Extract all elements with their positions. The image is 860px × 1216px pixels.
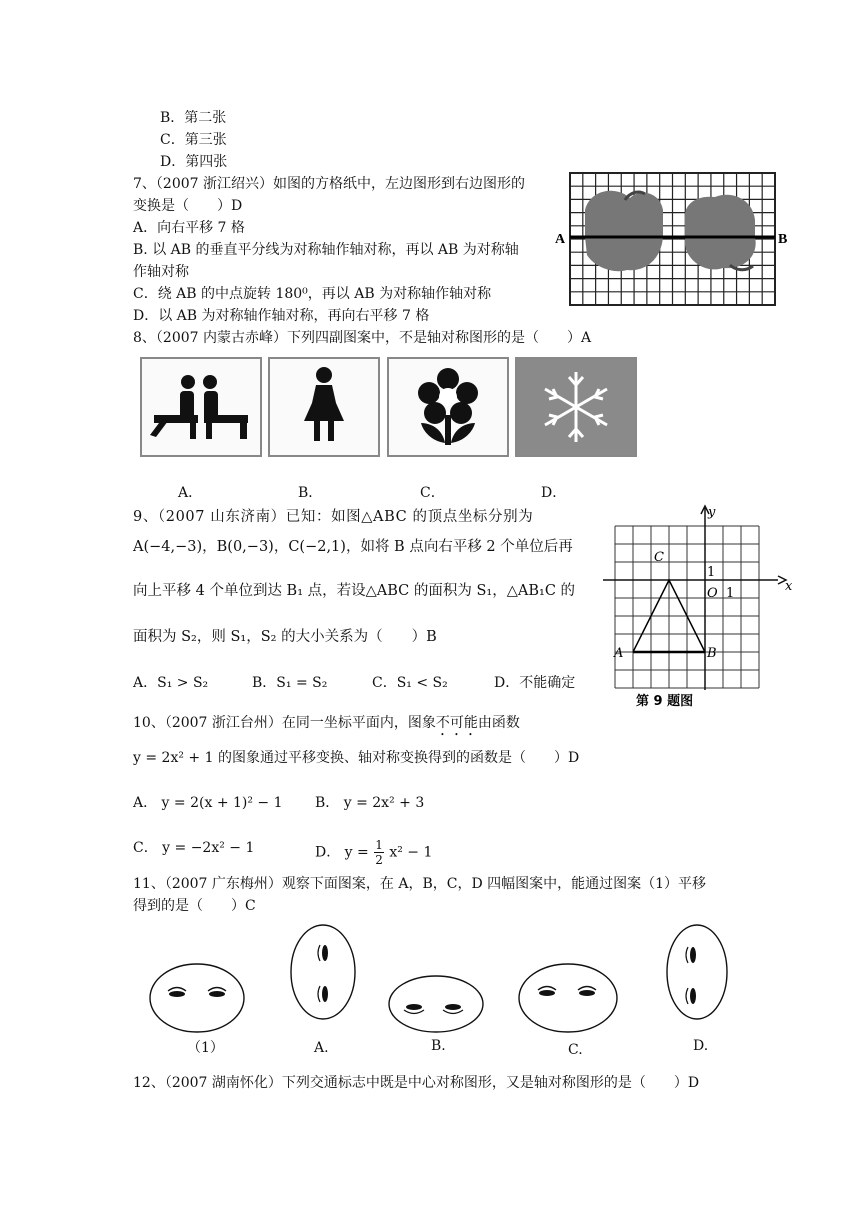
q10-option-c: C． y = −2x² − 1 [133,840,255,856]
q9-label-o: O [707,586,718,601]
q9-line4: 面积为 S₂，则 S₁，S₂ 的大小关系为（ ）B [133,629,437,645]
q10-option-b: B． y = 2x² + 3 [315,795,425,811]
q9-label-one-y: 1 [707,565,716,580]
q11-figure-1 [150,964,244,1032]
q7-option-a: A．向右平移 7 格 [133,220,245,236]
q11-label-1: （1） [187,1040,224,1056]
q8-label-d: D． [541,485,567,501]
q10-option-d-suffix: x² − 1 [389,844,433,861]
q11-figures [140,925,740,1035]
q10-line1-prefix: 10、（2007 浙江台州）在同一坐标平面内，图象 [133,715,436,731]
q11-figure-b [389,976,483,1032]
q8-figure-c [387,357,509,457]
q9-label-one-x: 1 [726,586,735,601]
q10-option-a: A． y = 2(x + 1)² − 1 [133,795,283,811]
q11-label-c: C. [568,1042,583,1058]
q9-option-c: C．S₁ < S₂ [372,675,448,691]
q10-option-d-prefix: D． y = [315,844,374,861]
q9-line3: 向上平移 4 个单位到达 B₁ 点，若设△ABC 的面积为 S₁，△AB₁C 的 [133,583,576,599]
q7-stem-line1: 7、（2007 浙江绍兴）如图的方格纸中，左边图形到右边图形的 [133,176,525,192]
q11-line1: 11、（2007 广东梅州）观察下面图案，在 A，B，C，D 四幅图案中，能通过图案（1）平移 [133,876,707,892]
q8-figure-a [140,357,262,457]
q8-figure-d [515,357,637,457]
q8-stem: 8、（2007 内蒙古赤峰）下列四副图案中，不是轴对称图形的是（ ）A [133,330,592,346]
q9-option-b: B．S₁ = S₂ [252,675,328,691]
q12-line1: 12、（2007 湖南怀化）下列交通标志中既是中心对称图形，又是轴对称图形的是（ ）D [133,1075,700,1091]
q8-label-a: A． [178,485,203,501]
q10-line1-suffix: 由函数 [477,715,520,731]
q11-line2: 得到的是（ ）C [133,898,256,914]
q11-label-a: A. [314,1040,329,1056]
q9-label-b: B [707,646,717,661]
q9-line2: A(−4,−3)，B(0,−3)，C(−2,1)，如将 B 点向右平移 2 个单位后再 [133,539,573,555]
q7-label-b: B [778,232,788,247]
q8-label-b: B． [298,485,323,501]
q9-coordinate-figure [598,500,798,712]
q9-line1: 9、（2007 山东济南）已知：如图△ABC 的顶点坐标分别为 [133,509,534,525]
q11-label-b: B. [431,1038,446,1054]
q10-fraction [374,838,384,867]
q10-option-d [315,838,432,867]
q7-option-d: D．以 AB 为对称轴作轴对称，再向右平移 7 格 [133,308,430,324]
q10-emphasis: 不可能 [435,715,478,731]
q9-option-a: A．S₁ > S₂ [133,675,209,691]
q6-option-b: B．第二张 [160,110,227,126]
q7-stem-line2: 变换是（ ）D [133,198,243,214]
q9-label-a: A [614,646,624,661]
q9-label-c: C [654,550,664,565]
q8-figure-b [268,357,380,457]
q7-grid-figure [555,170,788,310]
q10-line1 [133,713,520,739]
q7-label-a: A [555,232,566,247]
q7-option-c: C．绕 AB 的中点旋转 180⁰，再以 AB 为对称轴作轴对称 [133,286,492,302]
q6-option-c: C．第三张 [160,132,227,148]
q10-fraction-numerator: 1 [375,838,383,852]
q6-option-d: D．第四张 [160,154,228,170]
q11-label-d: D. [693,1038,709,1054]
q9-option-d: D．不能确定 [494,675,576,691]
q11-figure-c [519,964,617,1032]
q9-axis-y: y [708,505,716,520]
q11-figure-d [667,925,727,1019]
q8-label-c: C． [420,485,445,501]
q11-figure-a [291,925,355,1019]
q10-fraction-denominator: 2 [375,853,383,867]
right-apple-shape [685,195,755,237]
q10-line2: y = 2x² + 1 的图象通过平移变换、轴对称变换得到的函数是（ ）D [133,750,580,766]
q9-figure-caption: 第 9 题图 [636,694,694,709]
q9-axis-x: x [785,579,793,594]
q7-option-b-line2: 作轴对称 [133,264,189,280]
left-apple-shape [585,191,663,237]
q7-option-b-line1: B. 以 AB 的垂直平分线为对称轴作轴对称，再以 AB 为对称轴 [133,242,519,258]
